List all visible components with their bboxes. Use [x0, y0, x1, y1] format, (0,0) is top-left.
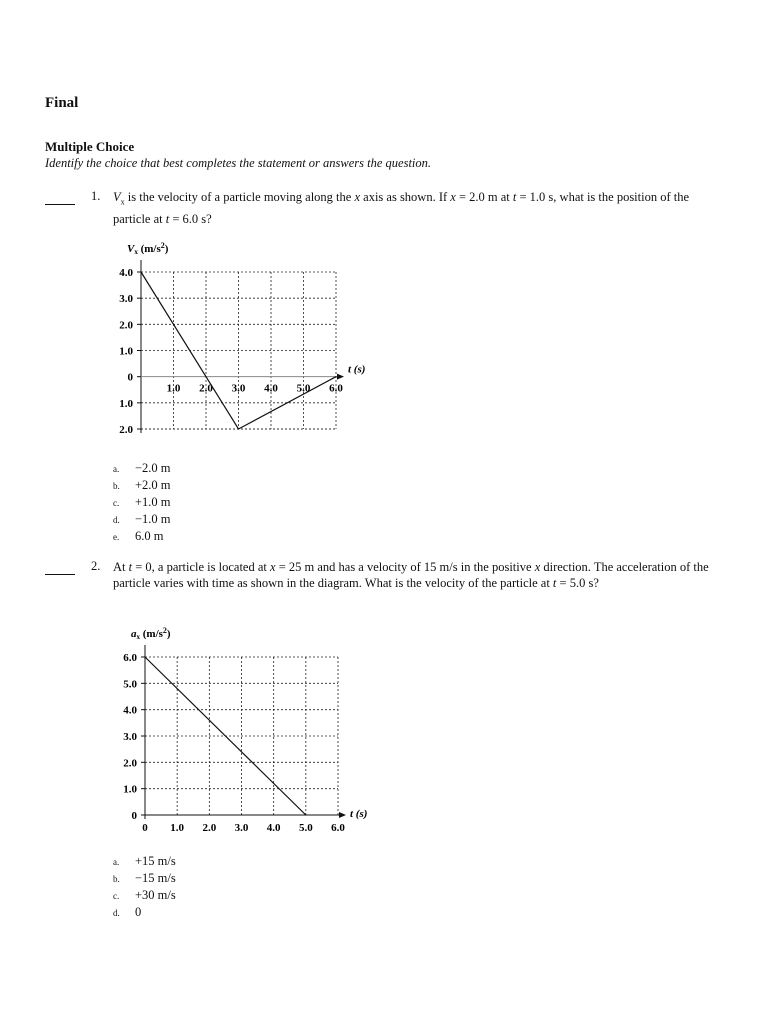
data-point: [305, 814, 306, 815]
y-tick-label: 1.0: [123, 783, 137, 796]
question-text-2: At t = 0, a particle is located at x = 25 m and has a velocity of 15 m/s in the positive x direction. The acceleration of the particle varies with time as shown in the diagram. What is the velocity of the particle at t = 5.0 s?: [113, 560, 709, 590]
question-number-1: 1.: [91, 189, 101, 203]
x-tick-label: 3.0: [231, 382, 246, 395]
y-tick-label: 1.0: [119, 397, 133, 410]
y-tick-label: 2.0: [119, 319, 133, 332]
choices-2: [113, 854, 176, 922]
grid: [141, 272, 336, 429]
choice-1d[interactable]: d. −1.0 m: [113, 512, 171, 526]
y-label-subscript: x: [134, 248, 138, 256]
y-label-symbol: a: [131, 628, 137, 640]
question-number-2: 2.: [91, 559, 101, 573]
data-point: [140, 271, 141, 272]
question-text-1: $V_x$ is the velocity of a particle moving along the x axis as shown. If x = 2.0 m at t = 1.0 s, what is the position of the particle at t = 6.0 s?: [113, 190, 690, 226]
page-title: Final: [45, 95, 79, 111]
answer-blank-1[interactable]: [45, 204, 75, 205]
y-tick-label: 0: [131, 810, 137, 822]
x-axis-label: t (s): [350, 808, 368, 820]
y-label-unit: (m/s: [137, 243, 161, 255]
acceleration-time-chart: [100, 620, 390, 840]
choice-2d[interactable]: d. 0: [113, 905, 142, 919]
x-tick-label: 4.0: [264, 382, 278, 395]
choices-1: [113, 461, 171, 546]
x-tick-label: 1.0: [166, 382, 181, 395]
x-axis-label: t (s): [348, 363, 366, 376]
velocity-time-chart: [100, 232, 390, 447]
x-tick-label: 6.0: [329, 382, 343, 395]
y-tick-label: 1.0: [119, 345, 133, 358]
x-tick-label: 5.0: [298, 822, 313, 834]
y-tick-label: 5.0: [123, 678, 137, 691]
answer-blank-2[interactable]: [45, 574, 75, 575]
data-point: [335, 376, 336, 377]
y-label-close: ): [166, 628, 171, 640]
choice-1e[interactable]: e. 6.0 m: [113, 529, 164, 543]
y-label-symbol: V: [127, 243, 135, 255]
x-tick-label: 2.0: [202, 822, 217, 834]
x-tick-label: 5.0: [296, 382, 311, 395]
y-label-unit: (m/s: [140, 628, 163, 640]
choice-1b[interactable]: b. +2.0 m: [113, 478, 171, 492]
data-point: [144, 656, 145, 657]
x-axis-arrow: [339, 812, 346, 818]
choice-2a[interactable]: a. +15 m/s: [113, 854, 176, 868]
y-tick-label: 2.0: [123, 757, 137, 770]
y-axis-label: [131, 626, 171, 641]
y-axis-label: [127, 241, 169, 256]
y-label-exponent: 2: [162, 626, 167, 635]
y-tick-label: 6.0: [123, 652, 137, 664]
y-tick-label: 3.0: [119, 293, 133, 306]
instructions: Identify the choice that best completes the statement or answers the question.: [45, 156, 432, 170]
x-tick-label: 0: [142, 822, 148, 834]
x-tick-label: 2.0: [199, 382, 213, 395]
x-tick-label: 3.0: [234, 822, 249, 834]
section-heading: Multiple Choice: [45, 139, 135, 154]
y-tick-label: 4.0: [123, 704, 137, 717]
choice-2b[interactable]: b. −15 m/s: [113, 871, 176, 885]
y-tick-label: 3.0: [123, 731, 137, 743]
choice-2c[interactable]: c. +30 m/s: [113, 888, 176, 902]
x-tick-label: 6.0: [331, 822, 345, 834]
choice-1c[interactable]: c. +1.0 m: [113, 495, 171, 509]
choice-1a[interactable]: a. −2.0 m: [113, 461, 171, 475]
x-tick-label: 1.0: [170, 822, 185, 834]
x-axis-arrow: [337, 374, 344, 380]
y-label-exponent: 2: [160, 241, 165, 250]
y-tick-label: 4.0: [119, 267, 133, 279]
y-label-close: ): [164, 243, 169, 255]
y-label-subscript: x: [136, 633, 140, 641]
y-tick-label: 0: [127, 371, 133, 384]
grid: [145, 657, 338, 815]
y-tick-label: 2.0: [119, 424, 133, 436]
x-tick-label: 4.0: [266, 822, 281, 834]
data-point: [238, 428, 239, 429]
